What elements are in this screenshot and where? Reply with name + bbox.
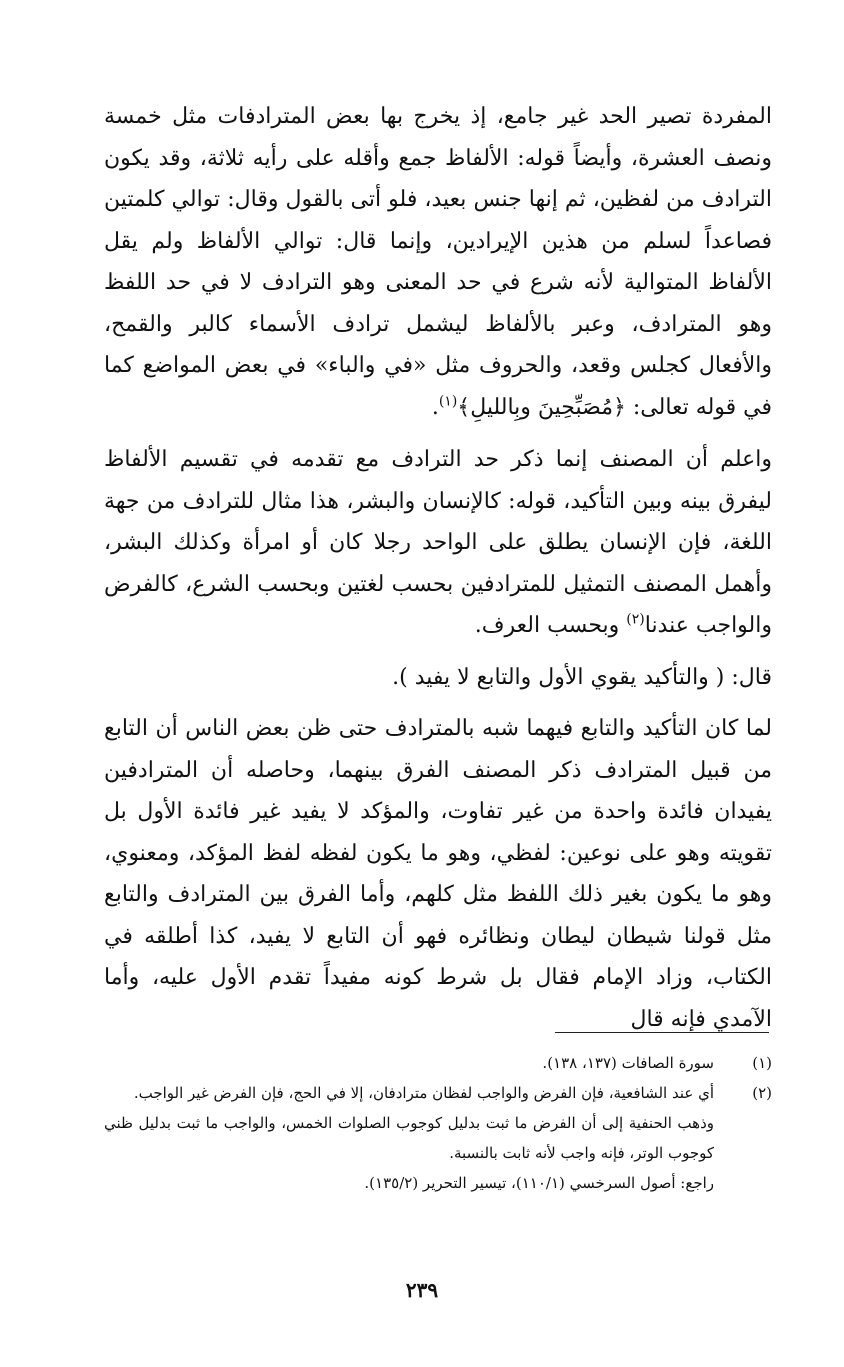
paragraph-1-end: .: [431, 394, 439, 420]
page-number: ٢٣٩: [405, 1278, 439, 1302]
footnote-1-number: (١): [752, 1054, 772, 1072]
footnote-2-number: (٢): [752, 1084, 772, 1102]
paragraph-4: لما كان التأكيد والتابع فيهما شبه بالمترادف حتى ظن بعض الناس أن التابع من قبيل المترادف ذكر المصنف الفرق بينهما، وحاصله أن المترادفين يفيدان فائدة واحدة من غير تفاوت، والمؤكد لا يفيد غير فائدة الأول بل تقويته وهو على نوعين: لفظي، وهو ما يكون لفظه لفظ المؤكد، ومعنوي، وهو ما يكون بغير ذلك اللفظ مثل كلهم، وأما الفرق بين المترادف والتابع مثل قولنا شيطان ليطان ونظائره فهو أن التابع لا يفيد، كذا أطلقه في الكتاب، وزاد الإمام فقال بل شرط كونه مفيداً تقدم الأول عليه، وأما الآمدي فإنه قال: [104, 716, 773, 1032]
footnote-2: [104, 1078, 772, 1108]
footnote-ref-2: (٢): [626, 611, 645, 628]
paragraph-2-text: واعلم أن المصنف إنما ذكر حد الترادف مع تقدمه في تقسيم الألفاظ ليفرق بينه وبين التأكيد، قوله: كالإنسان والبشر، هذا مثال للترادف من جهة اللغة، فإن الإنسان يطلق على الواحد رجلا كان أو امرأة وكذلك البشر، وأهمل المصنف التمثيل للمترادفين بحسب لغتين وبحسب الشرع، كالفرض والواجب عندنا: [104, 447, 772, 638]
footnote-2-continuation: وذهب الحنفية إلى أن الفرض ما ثبت بدليل كوجوب الصلوات الخمس، والواجب ما ثبت بدليل ظني كوجوب الوتر، فإنه واجب لأنه ثابت بالنسبة.: [104, 1114, 714, 1162]
paragraph-3-quote: قال: ( والتأكيد يقوي الأول والتابع لا يفيد ).: [392, 664, 772, 690]
footnote-2-references: راجع: أصول السرخسي (١١٠/١)، تيسير التحرير (١٣٥/٢).: [364, 1174, 714, 1192]
paragraph-2-end: وبحسب العرف.: [474, 613, 627, 638]
paragraph-1: [104, 96, 772, 428]
footnotes-section: [104, 1048, 772, 1198]
footnote-separator: [555, 1032, 769, 1033]
footnote-1-text: سورة الصافات (١٣٧، ١٣٨).: [542, 1054, 714, 1072]
paragraph-1-text: المفردة تصير الحد غير جامع، إذ يخرج بها بعض المترادفات مثل خمسة ونصف العشرة، وأيضاً قوله: الألفاظ جمع وأقله على رأيه ثلاثة، وقد يكون الترادف من لفظين، ثم إنها جنس بعيد، فلو أتى بالقول وقال: توالي كلمتين فصاعداً لسلم من هذين الإيرادين، وإنما قال: توالي الألفاظ ولم يقل الألفاظ المتوالية لأنه شرع في حد المعنى وهو الترادف لا في حد اللفظ وهو المترادف، وعبر بالألفاظ ليشمل ترادف الأسماء كالبر والقمح، والأفعال كجلس وقعد، والحروف مثل «في والباء» في بعض المواضع كما في قوله تعالى: ﴿مُصَبِّحِينَ وبِالليلِ﴾: [104, 104, 772, 420]
footnote-1: [104, 1048, 772, 1078]
footnote-2-text: أي عند الشافعية، فإن الفرض والواجب لفظان مترادفان، إلا في الحج، فإن الفرض غير الواجب.: [133, 1084, 714, 1102]
paragraph-2: [104, 439, 772, 647]
main-text: [104, 88, 772, 1040]
footnote-ref-1: (١): [438, 393, 458, 410]
